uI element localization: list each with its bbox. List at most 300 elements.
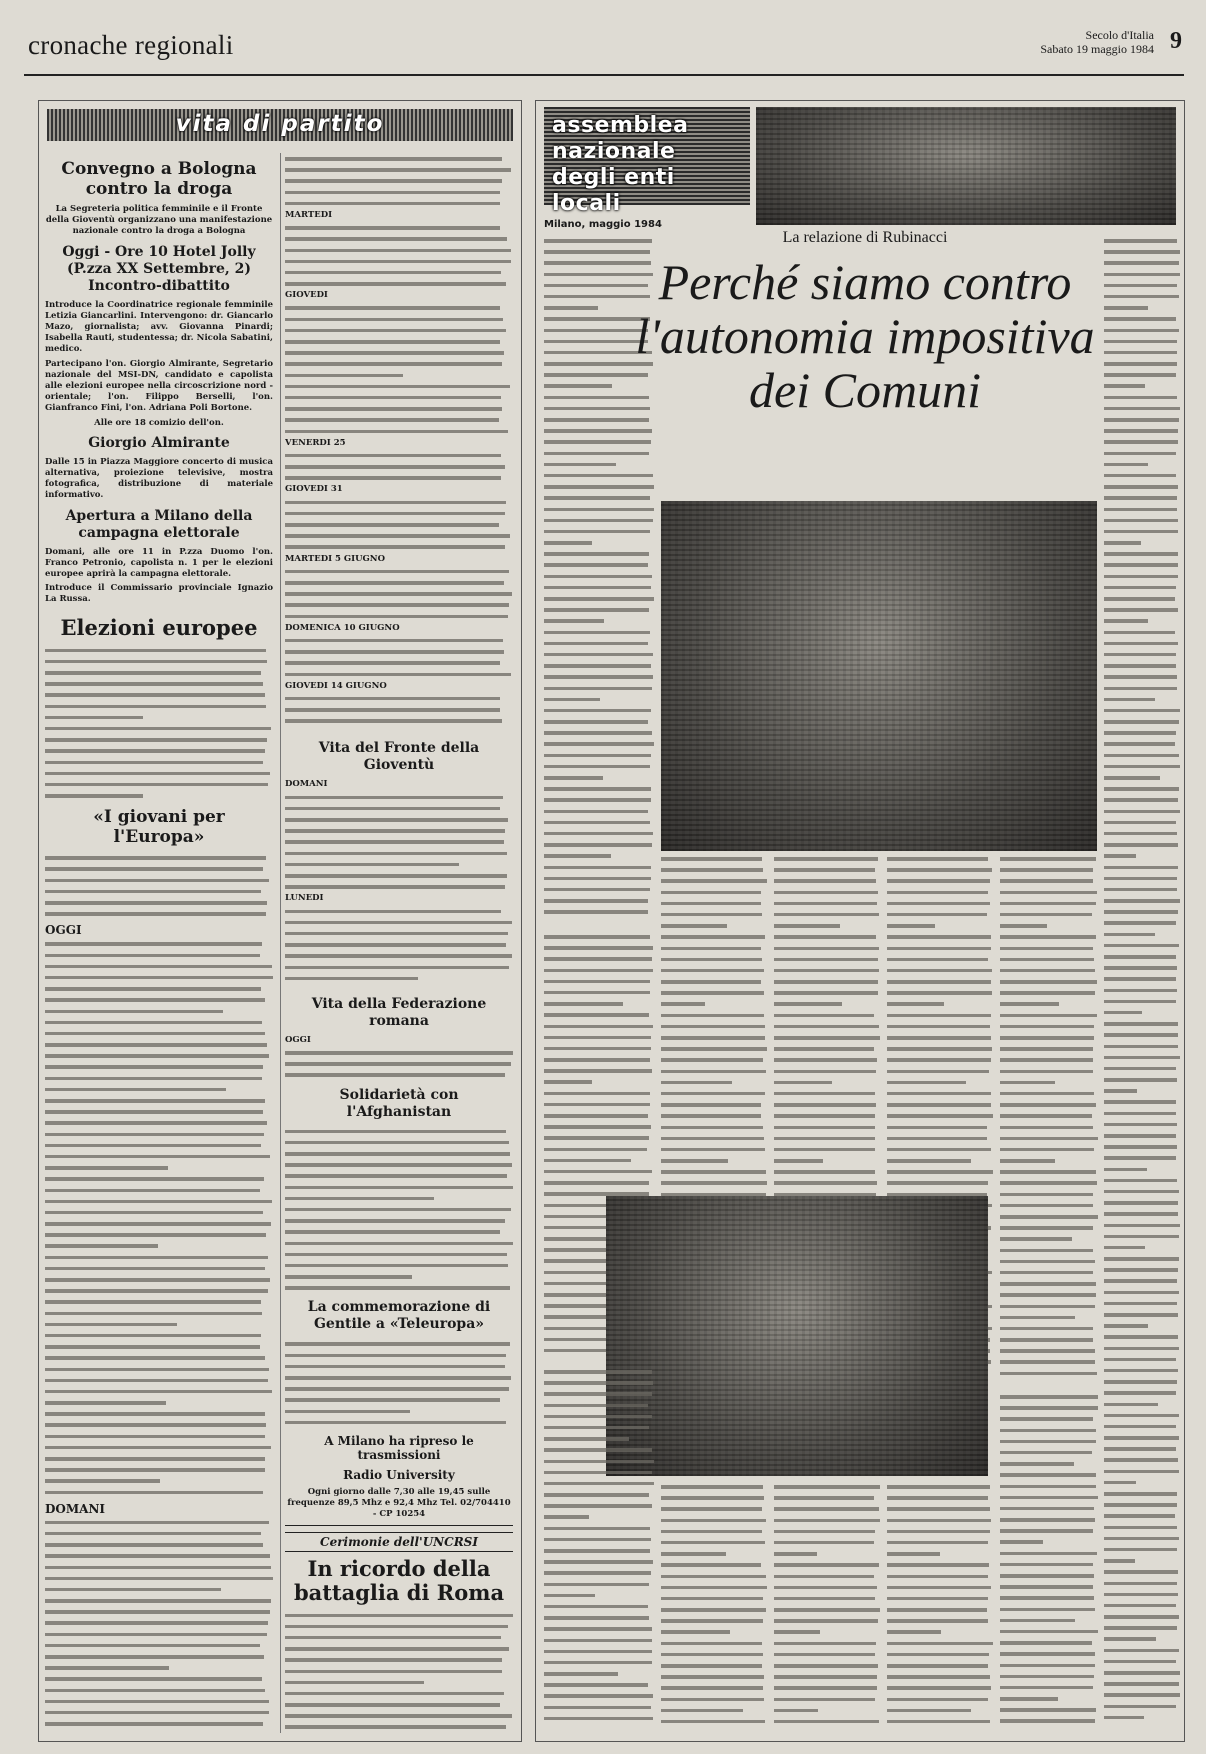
body-text-block xyxy=(45,1517,273,1733)
text-line xyxy=(45,852,273,863)
body-text-block xyxy=(45,852,273,919)
text-line xyxy=(45,779,273,790)
text-line xyxy=(774,1716,880,1727)
text-line xyxy=(1104,403,1180,414)
text-line xyxy=(544,987,654,998)
text-line xyxy=(544,1411,654,1422)
text-line xyxy=(661,1021,767,1032)
text-line xyxy=(1000,1413,1098,1424)
paragraph: Alle ore 18 comizio dell'on. xyxy=(94,417,224,428)
text-line xyxy=(45,1606,273,1617)
day-heading: VENERDI 25 xyxy=(285,437,346,448)
text-line xyxy=(45,1095,273,1106)
text-line xyxy=(544,1444,654,1455)
text-line xyxy=(1000,1323,1098,1334)
text-line xyxy=(544,593,654,604)
text-line xyxy=(1000,1032,1098,1043)
text-line xyxy=(1000,909,1098,920)
text-line xyxy=(285,950,513,961)
text-line xyxy=(45,1006,273,1017)
text-line xyxy=(774,1593,880,1604)
text-line xyxy=(1104,1410,1180,1421)
text-line xyxy=(1104,1611,1180,1622)
text-line xyxy=(285,928,513,939)
text-line xyxy=(544,1043,654,1054)
text-line xyxy=(887,1537,993,1548)
left-column-1 xyxy=(45,153,273,1733)
text-line xyxy=(661,1626,767,1637)
article-column-5 xyxy=(1000,853,1098,1383)
text-line xyxy=(887,1155,993,1166)
body-text-block xyxy=(1000,853,1098,1379)
text-line xyxy=(45,1651,273,1662)
text-line xyxy=(1104,1387,1180,1398)
text-line xyxy=(1104,1432,1180,1443)
text-line xyxy=(661,943,767,954)
text-line xyxy=(544,694,654,705)
text-line xyxy=(661,954,767,965)
text-line xyxy=(887,1122,993,1133)
text-line xyxy=(285,1406,513,1417)
text-line xyxy=(661,1166,767,1177)
text-line xyxy=(285,881,513,892)
text-line xyxy=(774,1559,880,1570)
body-text-block xyxy=(285,222,513,289)
text-line xyxy=(1104,280,1180,291)
text-line xyxy=(1104,302,1180,313)
text-line xyxy=(45,1319,273,1330)
text-line xyxy=(45,1595,273,1606)
text-line xyxy=(661,1110,767,1121)
text-line xyxy=(1104,772,1180,783)
article-column-5b xyxy=(1000,1391,1098,1736)
text-line xyxy=(45,1528,273,1539)
text-line xyxy=(285,1699,513,1710)
text-line xyxy=(544,1545,654,1556)
text-line xyxy=(544,976,654,987)
text-line xyxy=(1104,1186,1180,1197)
text-line xyxy=(1104,638,1180,649)
text-line xyxy=(45,1375,273,1386)
text-line xyxy=(1104,257,1180,268)
text-line xyxy=(1000,898,1098,909)
publication-date: Sabato 19 maggio 1984 xyxy=(1040,42,1154,56)
text-line xyxy=(544,1110,654,1121)
text-line xyxy=(45,1707,273,1718)
text-line xyxy=(45,1729,273,1733)
text-line xyxy=(887,1671,993,1682)
text-line xyxy=(544,627,654,638)
text-line xyxy=(774,1503,880,1514)
text-line xyxy=(774,1099,880,1110)
text-line xyxy=(45,1352,273,1363)
text-line xyxy=(45,1539,273,1550)
text-line xyxy=(45,1050,273,1061)
text-line xyxy=(1104,1399,1180,1410)
text-line xyxy=(544,1567,654,1578)
text-line xyxy=(1000,1660,1098,1671)
publication-name: Secolo d'Italia xyxy=(1085,28,1154,42)
text-line xyxy=(544,671,654,682)
text-line xyxy=(1000,943,1098,954)
text-line xyxy=(774,1088,880,1099)
text-line xyxy=(1104,940,1180,951)
text-line xyxy=(45,712,273,723)
text-line xyxy=(1104,504,1180,515)
text-line xyxy=(544,705,654,716)
text-line xyxy=(285,1238,513,1249)
text-line xyxy=(285,1643,513,1654)
text-line xyxy=(1104,671,1180,682)
text-line xyxy=(1104,906,1180,917)
text-line xyxy=(1104,1522,1180,1533)
text-line xyxy=(45,938,273,949)
text-line xyxy=(1000,1010,1098,1021)
text-line xyxy=(661,987,767,998)
text-line xyxy=(285,1069,513,1080)
text-line xyxy=(544,895,654,906)
text-line xyxy=(45,1084,273,1095)
day-heading: DOMANI xyxy=(285,779,328,790)
text-line xyxy=(774,998,880,1009)
body-text-block xyxy=(661,1481,767,1727)
text-line xyxy=(661,1559,767,1570)
text-line xyxy=(285,1677,513,1688)
text-line xyxy=(544,1623,654,1634)
article-column-6 xyxy=(1104,235,1180,1735)
text-line xyxy=(45,768,273,779)
text-line xyxy=(285,599,513,610)
text-line xyxy=(661,920,767,931)
text-line xyxy=(285,814,513,825)
text-line xyxy=(1104,1331,1180,1342)
text-line xyxy=(285,1137,513,1148)
text-line xyxy=(285,222,513,233)
text-line xyxy=(887,954,993,965)
text-line xyxy=(45,1017,273,1028)
publication-info xyxy=(1040,28,1154,56)
text-line xyxy=(45,678,273,689)
text-line xyxy=(45,1617,273,1628)
text-line xyxy=(1104,1096,1180,1107)
text-line xyxy=(544,1099,654,1110)
text-line xyxy=(544,526,654,537)
text-line xyxy=(285,1159,513,1170)
text-line xyxy=(285,566,513,577)
day-heading: GIOVEDI xyxy=(285,290,328,301)
text-line xyxy=(544,537,654,548)
text-line xyxy=(661,1133,767,1144)
text-line xyxy=(1104,515,1180,526)
text-line xyxy=(45,1330,273,1341)
assembly-hall-photo-middle xyxy=(661,501,1097,851)
article-column-2b xyxy=(661,1481,767,1736)
text-line xyxy=(1104,1298,1180,1309)
text-line xyxy=(285,1260,513,1271)
text-line xyxy=(1104,1074,1180,1085)
headline-radio: A Milano ha ripreso le trasmissioni xyxy=(324,1433,474,1462)
text-line xyxy=(1000,1021,1098,1032)
text-line xyxy=(774,1032,880,1043)
text-line xyxy=(1104,593,1180,604)
headline-apertura-milano: Apertura a Milano della campagna elettorale xyxy=(65,507,253,541)
text-line xyxy=(544,1511,654,1522)
text-line xyxy=(661,1571,767,1582)
text-line xyxy=(285,870,513,881)
page-number: 9 xyxy=(1170,28,1182,54)
text-line xyxy=(544,873,654,884)
text-line xyxy=(45,723,273,734)
assembly-hall-photo-bottom xyxy=(606,1196,988,1476)
text-line xyxy=(887,887,993,898)
text-line xyxy=(544,1690,654,1701)
text-line xyxy=(285,917,513,928)
text-line xyxy=(887,1088,993,1099)
text-line xyxy=(285,1621,513,1632)
text-line xyxy=(45,1207,273,1218)
text-line xyxy=(1000,1481,1098,1492)
text-line xyxy=(45,667,273,678)
text-line xyxy=(887,853,993,864)
text-line xyxy=(1000,1043,1098,1054)
text-line xyxy=(1104,414,1180,425)
text-line xyxy=(1000,1592,1098,1603)
text-line xyxy=(1104,1477,1180,1488)
text-line xyxy=(661,1043,767,1054)
body-text-block xyxy=(285,1338,513,1428)
text-line xyxy=(544,1377,654,1388)
text-line xyxy=(45,1573,273,1584)
text-line xyxy=(45,1629,273,1640)
body-text-block xyxy=(285,693,513,727)
text-line xyxy=(1104,1510,1180,1521)
article-title xyxy=(630,229,1100,417)
text-line xyxy=(544,1021,654,1032)
text-line xyxy=(45,790,273,801)
text-line xyxy=(544,1612,654,1623)
text-line xyxy=(45,1240,273,1251)
text-line xyxy=(544,515,654,526)
text-line xyxy=(887,1054,993,1065)
paragraph: Dalle 15 in Piazza Maggiore concerto di musica alternativa, proiezione televisive, mostra fotografica, distribuzione di materiale informativo. xyxy=(45,456,273,501)
speaker-heading: Giorgio Almirante xyxy=(88,434,230,451)
text-line xyxy=(1104,1320,1180,1331)
text-line xyxy=(544,660,654,671)
text-line xyxy=(285,1632,513,1643)
text-line xyxy=(1104,1600,1180,1611)
radio-info: Ogni giorno dalle 7,30 alle 19,45 sulle frequenze 89,5 Mhz e 92,4 Mhz Tel. 02/704410 - CP 10254 xyxy=(285,1487,513,1526)
text-line xyxy=(544,1076,654,1087)
text-line xyxy=(285,198,513,209)
text-line xyxy=(285,336,513,347)
body-text-block xyxy=(774,1481,880,1727)
text-line xyxy=(661,1177,767,1188)
text-line xyxy=(661,1122,767,1133)
text-line xyxy=(1104,1499,1180,1510)
text-line xyxy=(285,1350,513,1361)
text-line xyxy=(285,1610,513,1621)
text-line xyxy=(1104,1701,1180,1712)
text-line xyxy=(285,1193,513,1204)
text-line xyxy=(661,1716,767,1727)
text-line xyxy=(1000,1122,1098,1133)
text-line xyxy=(1000,864,1098,875)
text-line xyxy=(45,950,273,961)
text-line xyxy=(285,325,513,336)
text-line xyxy=(774,1660,880,1671)
text-line xyxy=(1104,1208,1180,1219)
text-line xyxy=(285,1688,513,1699)
text-line xyxy=(45,1453,273,1464)
text-line xyxy=(661,1671,767,1682)
text-line xyxy=(45,1696,273,1707)
text-line xyxy=(285,1372,513,1383)
text-line xyxy=(661,1010,767,1021)
text-line xyxy=(1104,1578,1180,1589)
text-line xyxy=(1104,716,1180,727)
text-line xyxy=(544,1489,654,1500)
text-line xyxy=(887,1133,993,1144)
text-line xyxy=(544,850,654,861)
text-line xyxy=(544,906,654,917)
text-line xyxy=(661,998,767,1009)
text-line xyxy=(45,689,273,700)
text-line xyxy=(1104,761,1180,772)
text-line xyxy=(887,920,993,931)
text-line xyxy=(1000,1626,1098,1637)
text-line xyxy=(1000,1222,1098,1233)
text-line xyxy=(45,1662,273,1673)
text-line xyxy=(774,1077,880,1088)
text-line xyxy=(285,302,513,313)
text-line xyxy=(1104,1309,1180,1320)
text-line xyxy=(1000,1278,1098,1289)
text-line xyxy=(544,1601,654,1612)
text-line xyxy=(285,508,513,519)
text-line xyxy=(661,1144,767,1155)
text-line xyxy=(1104,571,1180,582)
text-line xyxy=(285,278,513,289)
text-line xyxy=(1104,1264,1180,1275)
text-line xyxy=(544,794,654,805)
text-line xyxy=(774,1604,880,1615)
text-line xyxy=(285,530,513,541)
text-line xyxy=(1104,1287,1180,1298)
text-line xyxy=(1104,1656,1180,1667)
text-line xyxy=(1104,1029,1180,1040)
text-line xyxy=(1000,1503,1098,1514)
text-line xyxy=(544,1177,654,1188)
text-line xyxy=(285,635,513,646)
text-line xyxy=(1000,1301,1098,1312)
text-line xyxy=(45,1673,273,1684)
text-line xyxy=(544,1366,654,1377)
text-line xyxy=(1104,1645,1180,1656)
text-line xyxy=(544,761,654,772)
text-line xyxy=(887,976,993,987)
text-line xyxy=(1000,1514,1098,1525)
text-line xyxy=(285,519,513,530)
text-line xyxy=(45,1442,273,1453)
text-line xyxy=(1000,954,1098,965)
text-line xyxy=(45,1106,273,1117)
text-line xyxy=(774,1671,880,1682)
text-line xyxy=(285,693,513,704)
text-line xyxy=(544,1065,654,1076)
text-line xyxy=(1104,705,1180,716)
text-line xyxy=(285,803,513,814)
text-line xyxy=(774,1066,880,1077)
body-text-block xyxy=(285,302,513,436)
text-line xyxy=(544,862,654,873)
text-line xyxy=(1104,884,1180,895)
text-line xyxy=(45,1408,273,1419)
text-line xyxy=(774,1705,880,1716)
text-line xyxy=(1104,660,1180,671)
text-line xyxy=(544,1713,654,1724)
paragraph: Domani, alle ore 11 in P.zza Duomo l'on. Franco Petronio, capolista n. 1 per le elezioni europee aprirà la campagna elettorale. xyxy=(45,546,273,580)
text-line xyxy=(1104,425,1180,436)
text-line xyxy=(661,1660,767,1671)
text-line xyxy=(1104,1376,1180,1387)
text-line xyxy=(1104,492,1180,503)
text-line xyxy=(544,1132,654,1143)
body-text-block xyxy=(45,938,273,1497)
text-line xyxy=(774,1177,880,1188)
text-line xyxy=(285,848,513,859)
text-line xyxy=(887,1166,993,1177)
text-line xyxy=(544,1590,654,1601)
text-line xyxy=(1104,1164,1180,1175)
text-line xyxy=(661,1088,767,1099)
text-line xyxy=(1000,1469,1098,1480)
text-line xyxy=(887,1503,993,1514)
headline-afghanistan: Solidarietà con l'Afghanistan xyxy=(339,1086,459,1120)
text-line xyxy=(1104,794,1180,805)
text-line xyxy=(544,683,654,694)
text-line xyxy=(45,1419,273,1430)
day-heading: OGGI xyxy=(285,1034,311,1045)
text-line xyxy=(774,1010,880,1021)
text-line xyxy=(45,701,273,712)
text-line xyxy=(544,559,654,570)
text-line xyxy=(1000,1671,1098,1682)
text-line xyxy=(544,504,654,515)
text-line xyxy=(1104,548,1180,559)
text-line xyxy=(774,931,880,942)
assemblea-section xyxy=(535,100,1185,1742)
text-line xyxy=(544,470,654,481)
text-line xyxy=(887,1559,993,1570)
headline-uncrsi: Cerimonie dell'UNCRSI xyxy=(285,1532,513,1552)
text-line xyxy=(285,1710,513,1721)
text-line xyxy=(1000,1334,1098,1345)
text-line xyxy=(661,887,767,898)
text-line xyxy=(285,541,513,552)
text-line xyxy=(544,942,654,953)
text-line xyxy=(1104,850,1180,861)
text-line xyxy=(661,1604,767,1615)
text-line xyxy=(1104,917,1180,928)
text-line xyxy=(887,898,993,909)
text-line xyxy=(285,1271,513,1282)
text-line xyxy=(887,1515,993,1526)
text-line xyxy=(285,859,513,870)
text-line xyxy=(774,887,880,898)
text-line xyxy=(887,1110,993,1121)
text-line xyxy=(774,1166,880,1177)
text-line xyxy=(45,1185,273,1196)
